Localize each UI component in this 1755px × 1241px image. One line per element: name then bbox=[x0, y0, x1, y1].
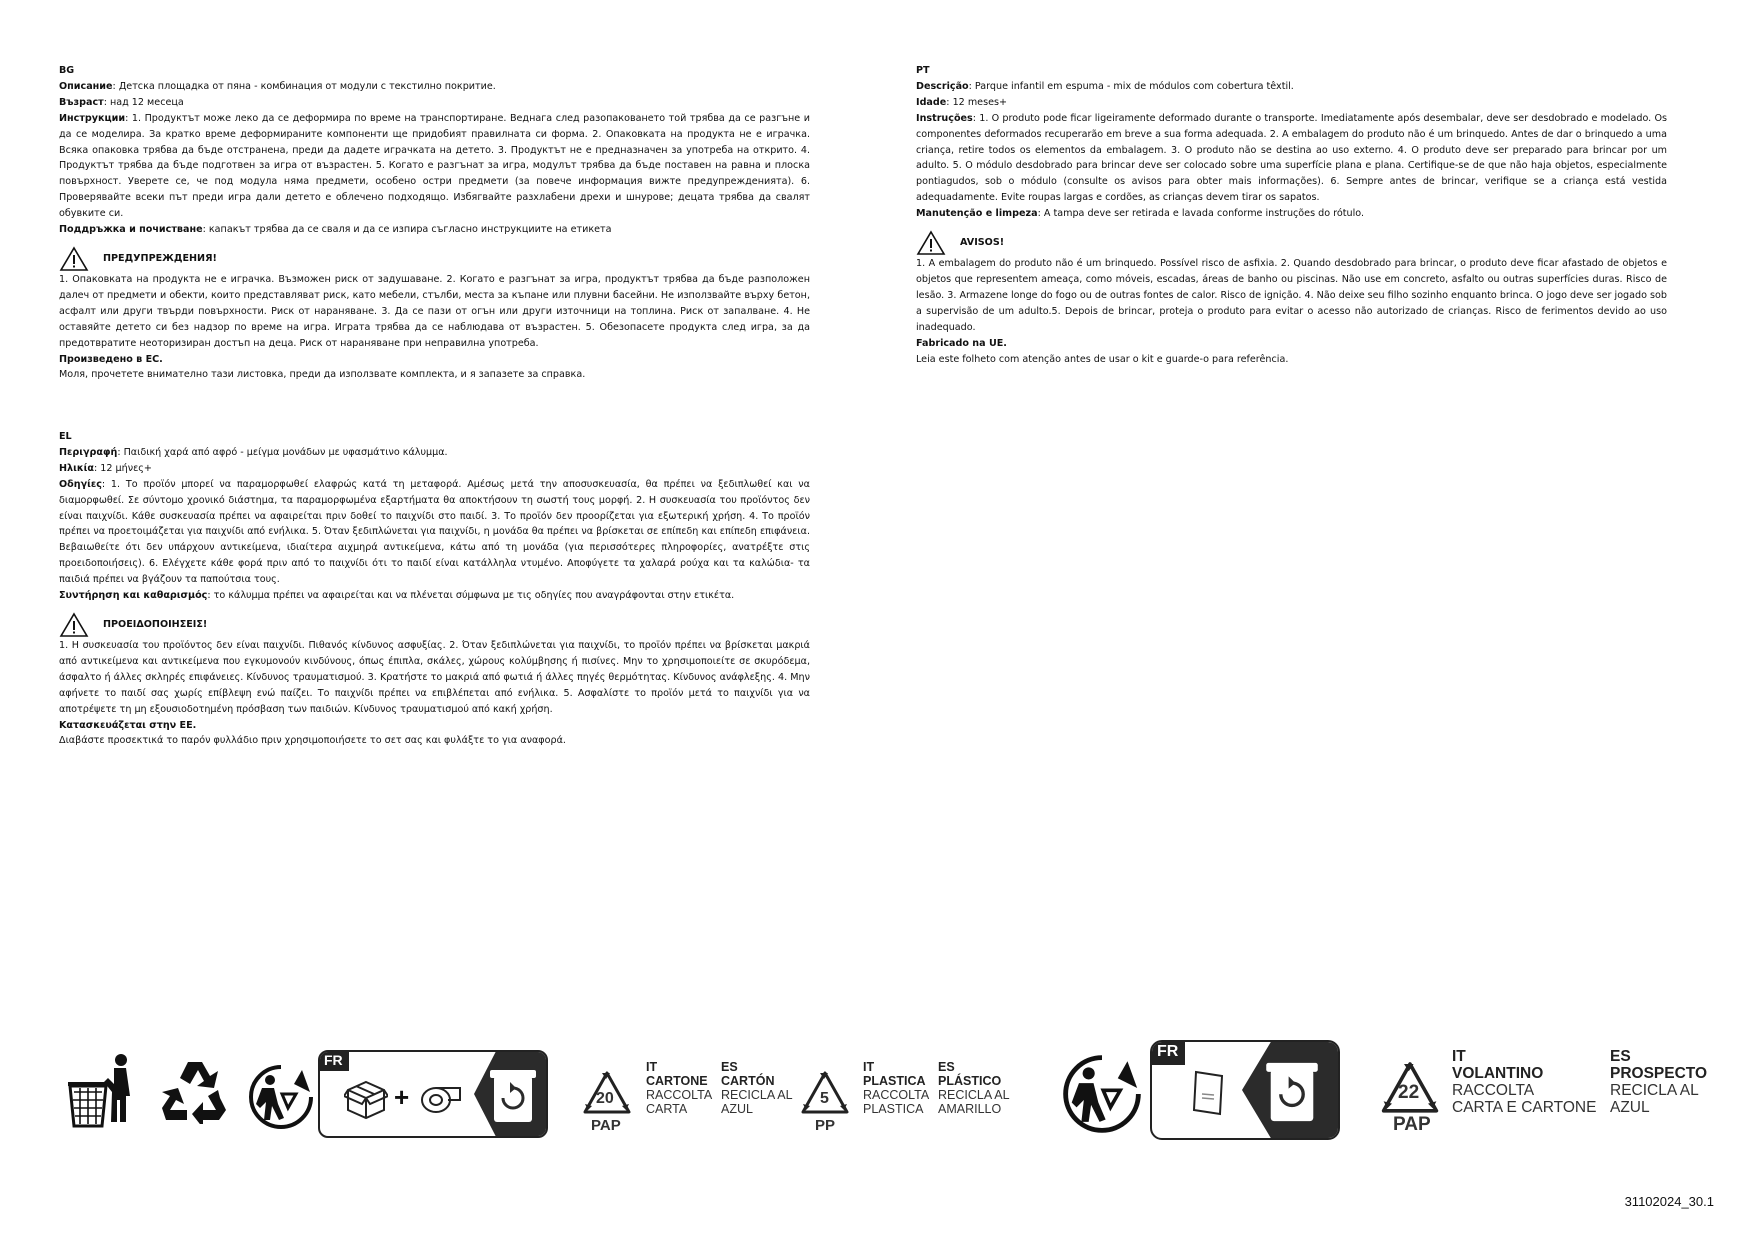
recycle-loop-icon bbox=[160, 1058, 230, 1124]
tidyman-icon bbox=[68, 1052, 138, 1128]
el-warning-text: 1. Η συσκευασία του προϊόντος δεν είναι παιχνίδι. Πιθανός κίνδυνος ασφυξίας. 2. Όταν ξεδιπλώνεται για παιχνίδι, το προϊόν πρέπει να βρίσκεται μακριά από αντικείμενα και αντικείμενα που εγκυμονούν κινδύνους, όπως έπιπλα, σκάλες, χώρους κολύμβησης ή πισίνες. Μην το χρησιμοποιείτε σε σκυρόδεμα, άσφαλτο ή άλλες σκληρές επιφάνειες. Κίνδυνος τραυματισμού. 3. Κρατήστε το μακριά από φωτιά ή άλλες πηγές θερμότητας. Κίνδυνος ανάφλεξης. 4. Μην αφήνετε το παιδί σας χωρίς επίβλεψη ενώ παίζει. Το παιχνίδι πρέπει να επιβλέπεται από ενήλικα. 5. Ασφαλίστε το προϊόν μετά το παιχνίδι για να αποτρέψετε τη μη εξουσιοδοτημένη πρόσβαση των παιδιών. Κίνδυνος τραυματισμού από κακή χρήση. bbox=[59, 639, 810, 715]
pt-section bbox=[916, 63, 1667, 367]
el-instructions: Οδηγίες: 1. Το προϊόν μπορεί να παραμορφωθεί ελαφρώς κατά τη μεταφορά. Αμέσως μετά την αποσυσκευασία, θα πρέπει να ξεδιπλωθεί και να διαμορφωθεί. Σε σύντομο χρονικό διάστημα, τα παραμορφωμένα εξαρτήματα θα αποκτήσουν τη σωστή τους μορφή. 2. Η συσκευασία του προϊόντος δεν είναι παιχνίδι. Κάθε συσκευασία πρέπει να αφαιρείται πριν δοθεί το παιχνίδι στο παιδί. 3. Το προϊόν δεν προορίζεται για εξωτερική χρήση. 4. Το προϊόν πρέπει να προετοιμάζεται για παιχνίδι από ενήλικα. 5. Όταν ξεδιπλώνεται για παιχνίδι, η μονάδα θα πρέπει να βρίσκεται σε επίπεδη και επίπεδη επιφάνεια. Βεβαιωθείτε ότι δεν υπάρχουν αντικείμενα, ιδιαίτερα αιχμηρά αντικείμενα, κάτω από τη μονάδα (για περισσότερες πληροφορίες, ανατρέξτε στις προειδοποιήσεις). 6. Ελέγχετε κάθε φορά πριν από το παιχνίδι ότι το παιδί είναι κατάλληλα ντυμένο. Αποφύγετε τα χαλαρά ρούχα και τα καλώδια- τα παιδιά πρέπει να βγάζουν τα παπούτσια τους. bbox=[59, 478, 810, 586]
pt-made-in: Fabricado na UE. bbox=[916, 337, 1007, 349]
document-code: 31102024_30.1 bbox=[1624, 1194, 1714, 1209]
el-warning-heading bbox=[59, 612, 810, 638]
it-plastica-label: IT PLASTICA RACCOLTA PLASTICA bbox=[863, 1060, 930, 1116]
fr-badge-1: FR bbox=[318, 1050, 349, 1071]
el-age: Ηλικία: 12 μήνες+ bbox=[59, 462, 152, 474]
pt-warning-heading bbox=[916, 230, 1667, 256]
warning-triangle-icon bbox=[916, 230, 946, 256]
bg-age: Възраст: над 12 месеца bbox=[59, 96, 184, 108]
bg-care: Поддръжка и почистване: капакът трябва да се сваля и да се изпира съгласно инструкциите на етикета bbox=[59, 224, 612, 236]
pt-warning-title: AVISOS! bbox=[960, 237, 1005, 249]
el-made-in: Κατασκευάζεται στην ΕΕ. bbox=[59, 719, 197, 731]
es-prospecto-label: ES PROSPECTO RECICLA AL AZUL bbox=[1610, 1048, 1708, 1116]
bg-read-note: Моля, прочетете внимателно тази листовка, преди да използвате комплекта, и я запазете за справка. bbox=[59, 369, 586, 381]
el-care: Συντήρηση και καθαρισμός: το κάλυμμα πρέπει να αφαιρείται και να πλένεται σύμφωνα με τις οδηγίες που αναγράφονται στην ετικέτα. bbox=[59, 590, 735, 602]
info-tri-banner-1 bbox=[318, 1050, 548, 1138]
bg-made-in: Произведено в ЕС. bbox=[59, 353, 163, 365]
el-section bbox=[59, 429, 810, 749]
info-tri-banner-2 bbox=[1150, 1040, 1340, 1140]
pt-care: Manutenção e limpeza: A tampa deve ser retirada e lavada conforme instruções do rótulo. bbox=[916, 208, 1364, 220]
pt-description: Descrição: Parque infantil em espuma - mix de módulos com cobertura têxtil. bbox=[916, 80, 1294, 92]
recycling-bin-icon-2 bbox=[1264, 1058, 1320, 1126]
pt-instructions: Instruções: 1. O produto pode ficar ligeiramente deformado durante o transporte. Imediatamente após desembalar, deve ser desdobrado e modelado. Os componentes deformados recuperarão em breve a sua forma adequada. 2. A embalagem do produto não é um brinquedo. Antes de dar o brinquedo a uma criança, retire todos os elementos da embalagem. 3. O produto não se destina ao uso externo. 4. O produto deve ser preparado para brincar por um adulto. 5. O módulo desdobrado para brincar deve ser colocado sobre uma superfície plana e plana. Certifique-se de que não haja objetos, especialmente pontiagudos, sob o módulo (consulte os avisos para obter mais informações). 6. Sempre antes de brincar, verifique se a criança está vestida adequadamente. Evite roupas largas e cordões, as crianças devem tirar os sapatos. bbox=[916, 112, 1667, 204]
el-description: Περιγραφή: Παιδική χαρά από αφρό - μείγμα μονάδων με υφασμάτινο κάλυμμα. bbox=[59, 446, 448, 458]
fr-badge-2: FR bbox=[1150, 1040, 1185, 1065]
pap-22-code: PAP bbox=[1393, 1114, 1431, 1135]
recycling-bin-icon bbox=[488, 1066, 538, 1126]
pt-lang-code: PT bbox=[916, 65, 930, 76]
el-warning-title: ΠΡΟΕΙΔΟΠΟΙΗΣΕΙΣ! bbox=[103, 619, 208, 631]
pt-read-note: Leia este folheto com atenção antes de usar o kit e guarde-o para referência. bbox=[916, 353, 1289, 365]
el-lang-code: EL bbox=[59, 431, 72, 442]
es-plastico-label: ES PLÁSTICO RECICLA AL AMARILLO bbox=[938, 1060, 1010, 1116]
tape-roll-icon bbox=[418, 1082, 462, 1118]
es-carton-label: ES CARTÓN RECICLA AL AZUL bbox=[721, 1060, 793, 1116]
pap-20-code: PAP bbox=[591, 1117, 621, 1134]
bg-description: Описание: Детска площадка от пяна - комбинация от модули с текстилно покритие. bbox=[59, 80, 496, 92]
pp-5-code: PP bbox=[815, 1117, 836, 1134]
pp-5-number: 5 bbox=[820, 1090, 829, 1107]
warning-triangle-icon bbox=[59, 612, 89, 638]
triman-icon-2 bbox=[1062, 1054, 1142, 1134]
pap-20-number: 20 bbox=[596, 1090, 614, 1107]
leaflet-icon bbox=[1192, 1070, 1226, 1116]
pt-age: Idade: 12 meses+ bbox=[916, 96, 1008, 108]
warning-triangle-icon bbox=[59, 246, 89, 272]
it-cartone-label: IT CARTONE RACCOLTA CARTA bbox=[646, 1060, 713, 1116]
bg-warning-text: 1. Опаковката на продукта не е играчка. Възможен риск от задушаване. 2. Когато е разгънат за игра, продуктът трябва да бъде разположен далеч от предмети и обекти, които представляват риск, като мебели, стълби, места за къпане или плувни басейни. Не използвайте върху бетон, асфалт или други твърди повърхности. Риск от нараняване. 3. Да се пази от огън или други източници на топлина. Риск от запалване. 4. Не оставяйте детето си без надзор по време на игра. Играта трябва да се наблюдава от възрастен. 5. Обезопасете продукта след игра, за да предотвратите неоторизиран достъп на деца. Риск от нараняване при неправилна употреба. bbox=[59, 273, 810, 349]
bg-section bbox=[59, 63, 810, 383]
triman-icon bbox=[248, 1064, 314, 1130]
pap-22-number: 22 bbox=[1398, 1082, 1420, 1103]
it-volantino-label: IT VOLANTINO RACCOLTA CARTA E CARTONE bbox=[1452, 1048, 1597, 1116]
box-icon bbox=[344, 1078, 388, 1120]
bg-warning-title: ПРЕДУПРЕЖДЕНИЯ! bbox=[103, 253, 217, 265]
bg-instructions: Инструкции: 1. Продуктът може леко да се деформира по време на транспортиране. Веднага след разопаковането той трябва да се разгъне и да се моделира. За кратко време деформираните компоненти ще придобият правилната си форма. 2. Опаковката на продукта не е играчка. Всяка опаковка трябва да бъде отстранена, преди да дадете играчката на детето. 3. Продуктът не е предназначен за употреба на открито. 4. Продуктът трябва да бъде подготвен за игра от възрастен. 5. Когато е разгънат за игра, модулът трябва да бъде поставен на равна и плоска повърхност. Уверете се, че под модула няма предмети, особено остри предмети (за повече информация вижте предупрежденията). 6. Проверявайте всеки път преди игра дали детето е облечено подходящо. Избягвайте разхлабени дрехи и шнурове; децата трябва да свалят обувките си. bbox=[59, 112, 810, 220]
plus-sign: + bbox=[394, 1082, 410, 1112]
el-read-note: Διαβάστε προσεκτικά το παρόν φυλλάδιο πριν χρησιμοποιήσετε το σετ σας και φυλάξτε το για αναφορά. bbox=[59, 735, 566, 747]
bg-warning-heading bbox=[59, 246, 810, 272]
pt-warning-text: 1. A embalagem do produto não é um brinquedo. Possível risco de asfixia. 2. Quando desdobrado para brincar, o produto deve ficar afastado de objetos e objetos que representem ameaça, como móveis, escadas, áreas de banho ou piscinas. Não use em concreto, asfalto ou outras superfícies duras. Risco de lesão. 3. Armazene longe do fogo ou de outras fontes de calor. Risco de ignição. 4. Não deixe seu filho sozinho enquanto brinca. O jogo deve ser jogado sob a supervisão de um adulto.5. Depois de brincar, proteja o produto para evitar o acesso não autorizado de crianças. Risco de ferimentos devido ao uso inadequado. bbox=[916, 258, 1667, 333]
bg-lang-code: BG bbox=[59, 65, 75, 76]
